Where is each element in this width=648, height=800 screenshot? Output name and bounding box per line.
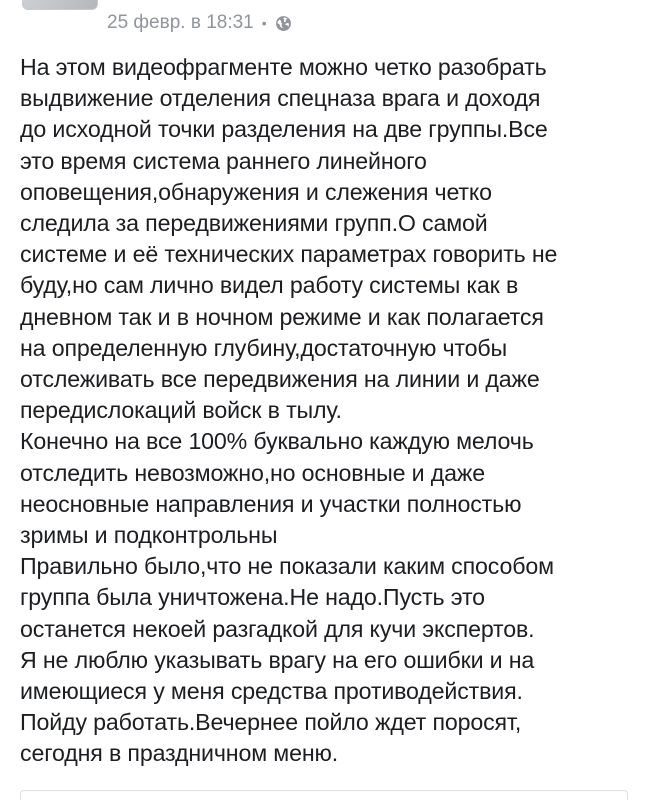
post-meta: [107, 10, 292, 36]
post-text-line: системе и её технических параметрах говорить не: [20, 241, 558, 268]
post-text-line: сегодня в праздничном меню.: [20, 740, 339, 767]
globe-icon[interactable]: [275, 15, 292, 32]
post-text-line: дневном так и в ночном режиме и как полагается: [20, 303, 544, 330]
meta-separator: •: [261, 15, 267, 31]
post-timestamp[interactable]: 25 февр. в 18:31: [107, 12, 254, 33]
post-text-line: На этом видеофрагменте можно четко разобрать: [20, 54, 547, 80]
post-text-line: буду,но сам лично видел работу системы как в: [20, 272, 519, 299]
post-text-line: это время система раннего линейного: [20, 147, 427, 174]
post-text-line: группа была уничтожена.Не надо.Пусть это: [20, 584, 485, 611]
post-text-line: останется некоей разгадкой для кучи экспертов.: [20, 615, 535, 642]
post-text-line: неосновные направления и участки полностью: [20, 490, 522, 517]
post-text-line: отследить невозможно,но основные и даже: [20, 459, 485, 486]
post-text-line: следила за передвижениями групп.О самой: [20, 210, 488, 237]
post-text-line: оповещения,обнаружения и слежения четко: [20, 178, 492, 205]
post-text-line: зримы и подконтрольны: [20, 522, 278, 549]
post-text-line: передислокаций войск в тылу.: [20, 397, 342, 424]
post-text-line: имеющиеся у меня средства противодействия.: [20, 678, 523, 705]
post-text-line: отслеживать все передвижения на линии и даже: [20, 366, 540, 393]
post-text-line: на определенную глубину,достаточную чтобы: [20, 334, 508, 361]
post-text-line: до исходной точки разделения на две группы.Все: [20, 116, 548, 143]
post-text-line: выдвижение отделения спецназа врага и доходя: [20, 85, 541, 112]
next-post-card-edge: [20, 790, 628, 800]
post-text-line: Конечно на все 100% буквально каждую мелочь: [20, 428, 534, 455]
post-text-line: Я не люблю указывать врагу на его ошибки и на: [20, 646, 535, 673]
post-text: [20, 52, 632, 770]
post-text-line: Пойду работать.Вечернее пойло ждет поросят,: [20, 709, 522, 736]
post-text-line: Правильно было,что не показали каким способом: [20, 553, 554, 580]
author-avatar[interactable]: [22, 0, 98, 10]
